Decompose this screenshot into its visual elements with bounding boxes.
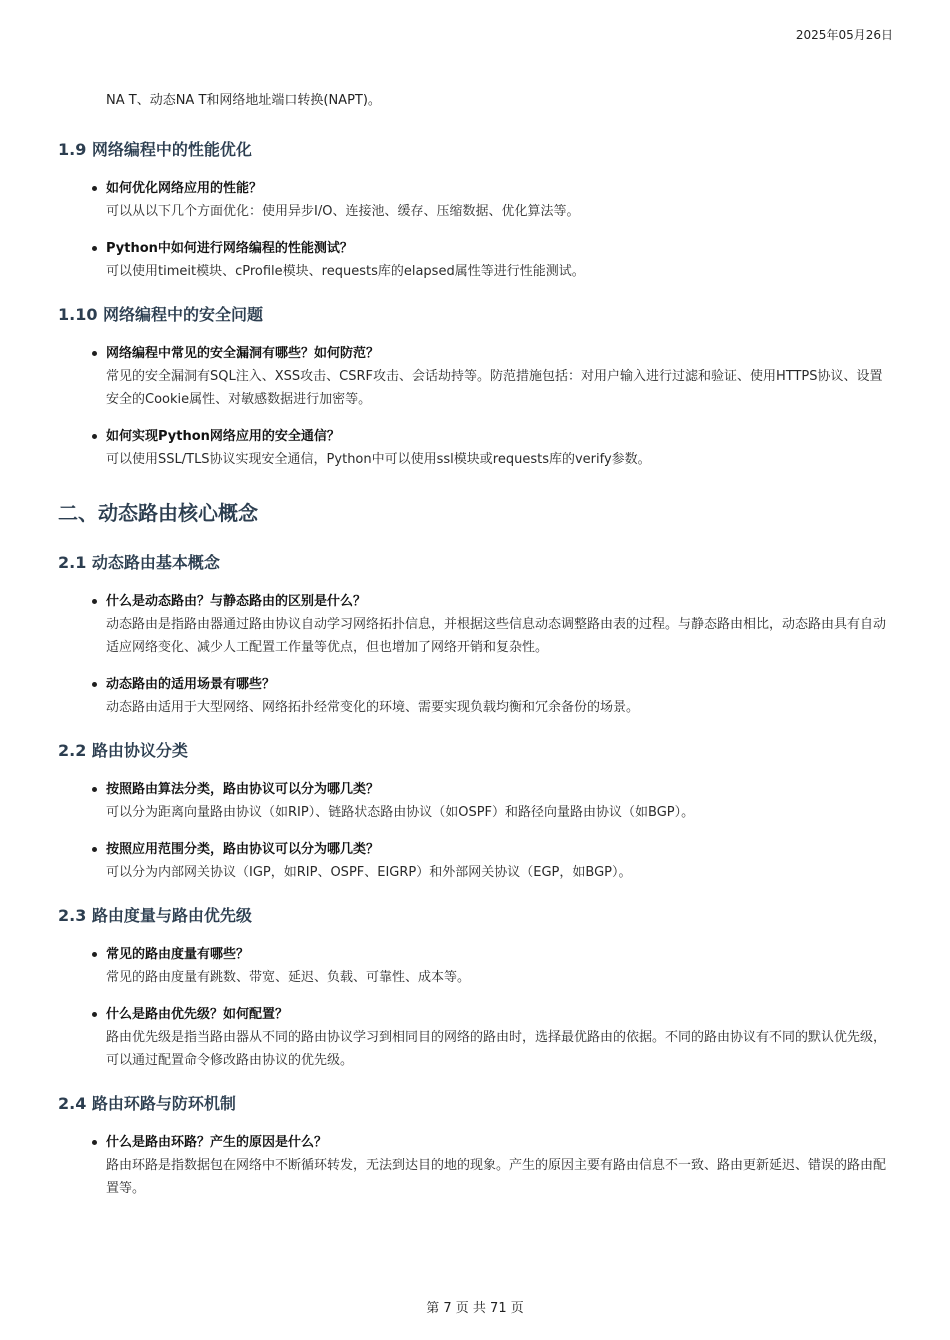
page-number: 第 7 页 共 71 页 xyxy=(426,1301,524,1316)
section-heading: 1.9 网络编程中的性能优化 xyxy=(58,140,252,159)
document-body xyxy=(58,136,890,1200)
section-heading: 2.1 动态路由基本概念 xyxy=(58,553,220,572)
chapter-heading: 二、动态路由核心概念 xyxy=(58,501,258,525)
section-2-2 xyxy=(58,737,890,884)
answer: 可以从以下几个方面优化：使用异步I/O、连接池、缓存、压缩数据、优化算法等。 xyxy=(106,204,580,219)
section-1-10 xyxy=(58,301,890,471)
section-heading: 2.3 路由度量与路由优先级 xyxy=(58,906,252,925)
answer: 常见的路由度量有跳数、带宽、延迟、负载、可靠性、成本等。 xyxy=(106,970,471,985)
question: 常见的路由度量有哪些？ xyxy=(106,947,250,962)
question: 什么是路由优先级？如何配置？ xyxy=(106,1007,289,1022)
question: 按照应用范围分类，路由协议可以分为哪几类？ xyxy=(106,842,380,857)
question: 网络编程中常见的安全漏洞有哪些？如何防范？ xyxy=(106,346,380,361)
section-heading: 2.4 路由环路与防环机制 xyxy=(58,1094,236,1113)
question: 什么是动态路由？与静态路由的区别是什么？ xyxy=(106,594,367,609)
answer: 可以分为距离向量路由协议（如RIP）、链路状态路由协议（如OSPF）和路径向量路由协议（如BGP）。 xyxy=(106,805,695,820)
qa-item xyxy=(58,237,890,283)
qa-item xyxy=(58,943,890,989)
qa-item xyxy=(58,590,890,659)
qa-list xyxy=(58,590,890,719)
section-heading: 1.10 网络编程中的安全问题 xyxy=(58,305,264,324)
answer: 路由优先级是指当路由器从不同的路由协议学习到相同目的网络的路由时，选择最优路由的依据。不同的路由协议有不同的默认优先级，可以通过配置命令修改路由协议的优先级。 xyxy=(106,1030,887,1068)
qa-list xyxy=(58,1131,890,1200)
section-1-9 xyxy=(58,136,890,283)
qa-item xyxy=(58,838,890,884)
section-2-1 xyxy=(58,549,890,719)
qa-item xyxy=(58,425,890,471)
qa-item xyxy=(58,177,890,223)
section-heading: 2.2 路由协议分类 xyxy=(58,741,188,760)
qa-list xyxy=(58,177,890,283)
qa-list xyxy=(58,342,890,471)
answer: 可以使用timeit模块、cProfile模块、requests库的elapsed属性等进行性能测试。 xyxy=(106,264,585,279)
qa-list xyxy=(58,943,890,1072)
qa-item xyxy=(58,1131,890,1200)
question: 如何实现Python网络应用的安全通信？ xyxy=(106,429,340,444)
answer: 动态路由是指路由器通过路由协议自动学习网络拓扑信息，并根据这些信息动态调整路由表的过程。与静态路由相比，动态路由具有自动适应网络变化、减少人工配置工作量等优点，但也增加了网络开销和复杂性。 xyxy=(106,617,887,655)
question: 什么是路由环路？产生的原因是什么？ xyxy=(106,1135,328,1150)
qa-item xyxy=(58,778,890,824)
qa-item xyxy=(58,342,890,411)
question: 动态路由的适用场景有哪些？ xyxy=(106,677,276,692)
answer: 常见的安全漏洞有SQL注入、XSS攻击、CSRF攻击、会话劫持等。防范措施包括：对用户输入进行过滤和验证、使用HTTPS协议、设置安全的Cookie属性、对敏感数据进行加密等。 xyxy=(106,369,883,407)
section-2-3 xyxy=(58,902,890,1072)
question: Python中如何进行网络编程的性能测试？ xyxy=(106,241,353,256)
qa-list xyxy=(58,778,890,884)
section-2-4 xyxy=(58,1090,890,1200)
document-date: 2025年05月26日 xyxy=(795,28,893,42)
answer: 动态路由适用于大型网络、网络拓扑经常变化的环境、需要实现负载均衡和冗余备份的场景。 xyxy=(106,700,640,715)
qa-item xyxy=(58,1003,890,1072)
qa-item xyxy=(58,673,890,719)
answer: 路由环路是指数据包在网络中不断循环转发，无法到达目的地的现象。产生的原因主要有路由信息不一致、路由更新延迟、错误的路由配置等。 xyxy=(106,1158,887,1196)
continuation-text: NA T、动态NA T和网络地址端口转换(NAPT)。 xyxy=(106,93,381,108)
answer: 可以分为内部网关协议（IGP，如RIP、OSPF、EIGRP）和外部网关协议（EGP，如BGP）。 xyxy=(106,865,632,880)
question: 如何优化网络应用的性能？ xyxy=(106,181,263,196)
question: 按照路由算法分类，路由协议可以分为哪几类？ xyxy=(106,782,380,797)
answer: 可以使用SSL/TLS协议实现安全通信，Python中可以使用ssl模块或requests库的verify参数。 xyxy=(106,452,651,467)
